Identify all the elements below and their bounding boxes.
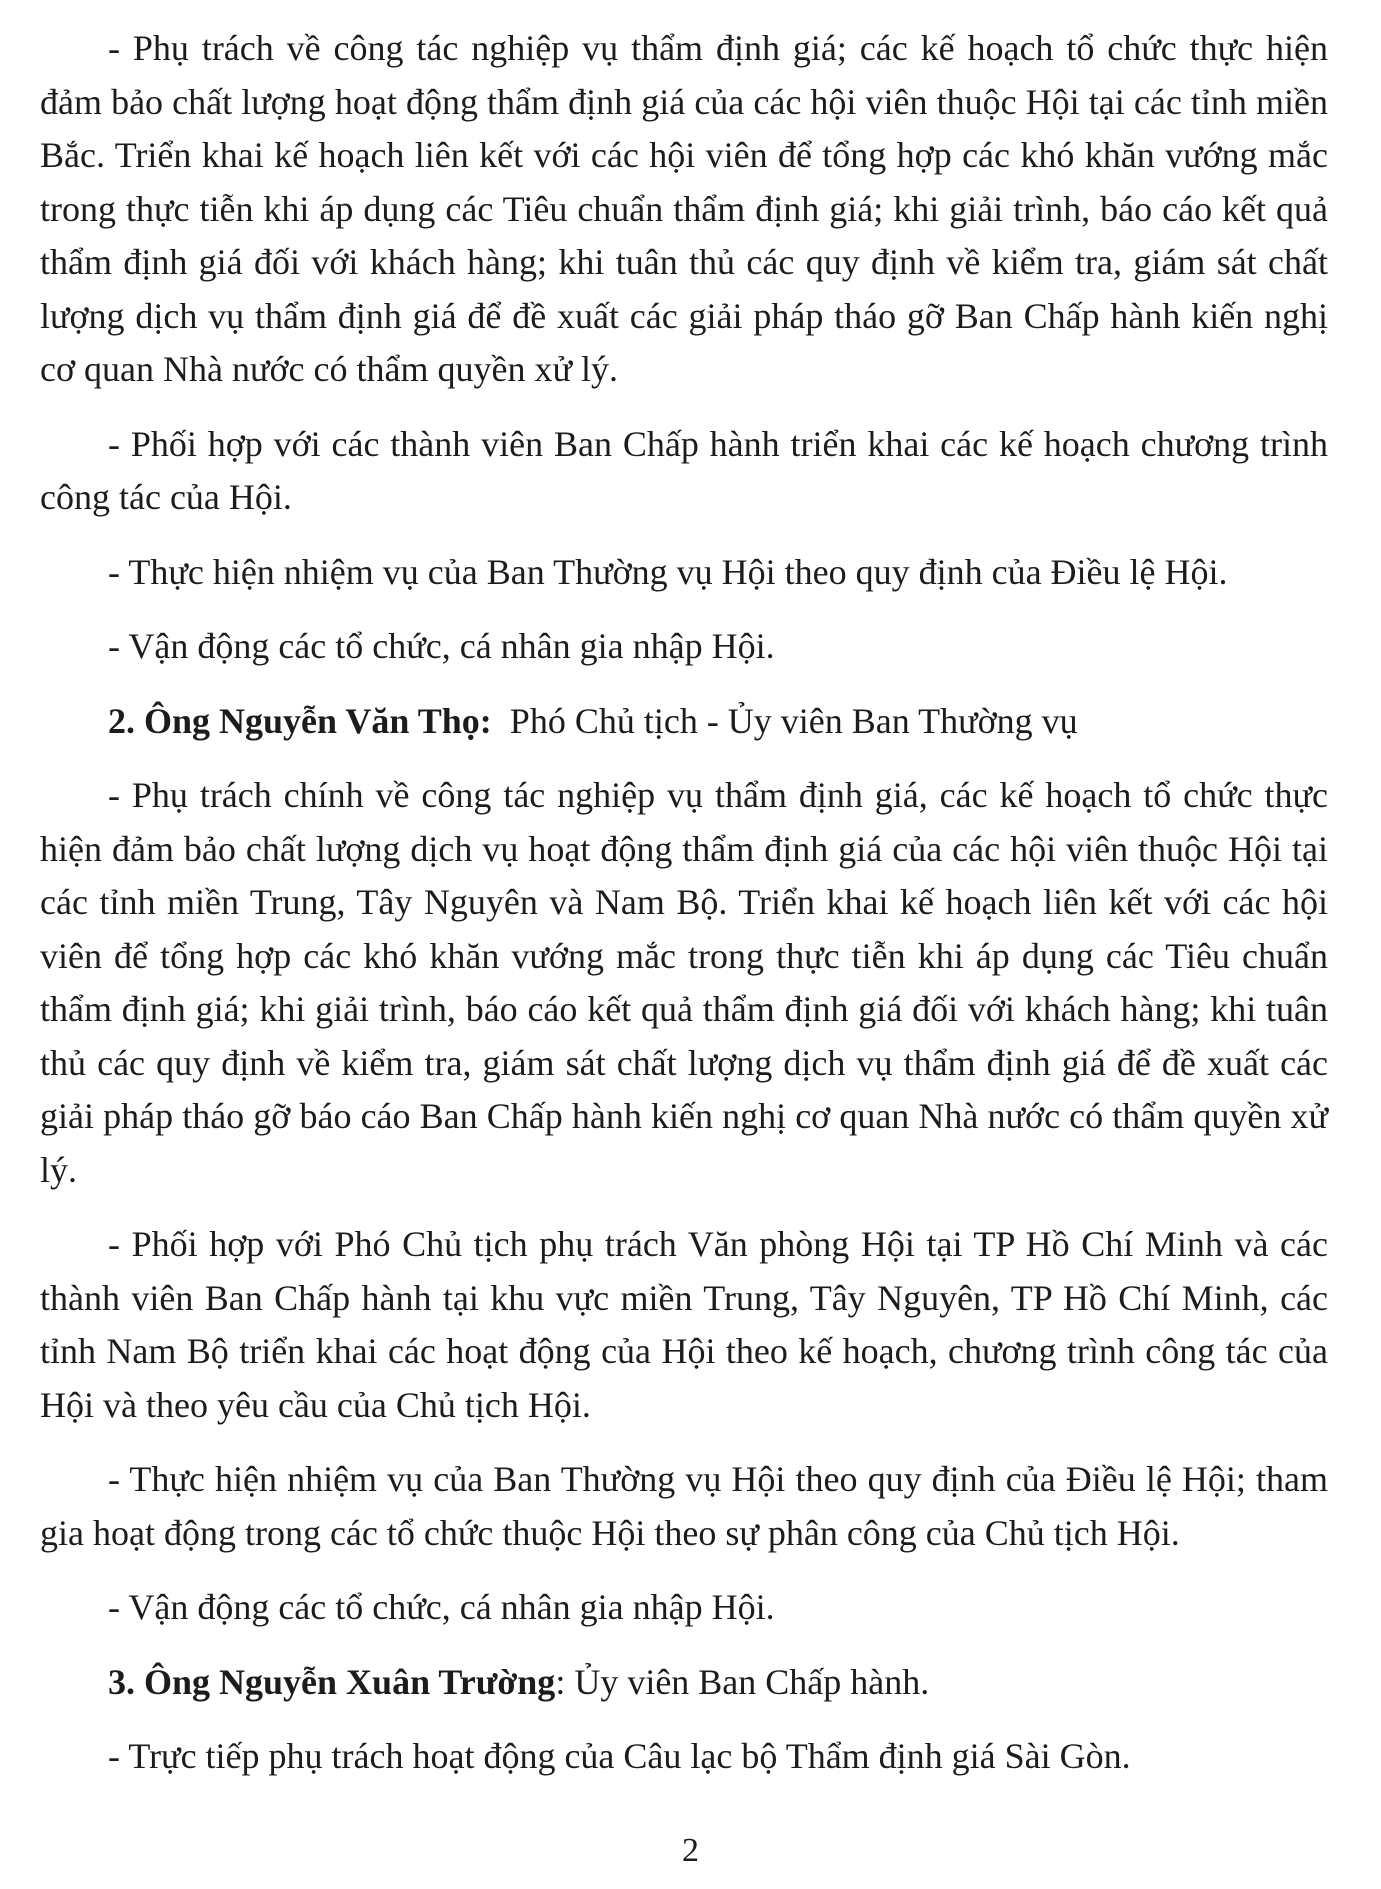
section-3-heading — [40, 1656, 1328, 1710]
section-3-heading-role: : Ủy viên Ban Chấp hành. — [555, 1661, 930, 1702]
paragraph: - Phối hợp với các thành viên Ban Chấp hành triển khai các kế hoạch chương trình công tác của Hội. — [40, 423, 1328, 517]
paragraph: - Vận động các tổ chức, cá nhân gia nhập Hội. — [108, 1587, 775, 1627]
paragraph: - Trực tiếp phụ trách hoạt động của Câu lạc bộ Thẩm định giá Sài Gòn. — [108, 1736, 1131, 1776]
paragraph: - Phối hợp với Phó Chủ tịch phụ trách Văn phòng Hội tại TP Hồ Chí Minh và các thành viên Ban Chấp hành tại khu vực miền Trung, Tây Nguyên, TP Hồ Chí Minh, các tỉnh Nam Bộ triển khai các hoạt động của Hội theo kế hoạch, chương trình công tác của Hội và theo yêu cầu của Chủ tịch Hội. — [40, 1224, 1328, 1425]
document-page — [40, 22, 1328, 1784]
section-2-heading-name: 2. Ông Nguyễn Văn Thọ: — [108, 700, 492, 741]
paragraph: - Phụ trách về công tác nghiệp vụ thẩm định giá; các kế hoạch tổ chức thực hiện đảm bảo chất lượng hoạt động thẩm định giá của các hội viên thuộc Hội tại các tỉnh miền Bắc. Triển khai kế hoạch liên kết với các hội viên để tổng hợp các khó khăn vướng mắc trong thực tiễn khi áp dụng các Tiêu chuẩn thẩm định giá; khi giải trình, báo cáo kết quả thẩm định giá đối với khách hàng; khi tuân thủ các quy định về kiểm tra, giám sát chất lượng dịch vụ thẩm định giá để đề xuất các giải pháp tháo gỡ Ban Chấp hành kiến nghị cơ quan Nhà nước có thẩm quyền xử lý. — [40, 28, 1328, 389]
paragraph: - Thực hiện nhiệm vụ của Ban Thường vụ Hội theo quy định của Điều lệ Hội; tham gia hoạt động trong các tổ chức thuộc Hội theo sự phân công của Chủ tịch Hội. — [40, 1459, 1328, 1553]
section-3-heading-name: 3. Ông Nguyễn Xuân Trường — [108, 1661, 556, 1702]
section-2-heading-role: Phó Chủ tịch - Ủy viên Ban Thường vụ — [509, 700, 1078, 741]
page-number: 2 — [682, 1832, 699, 1869]
section-2-heading — [40, 695, 1328, 749]
paragraph: - Thực hiện nhiệm vụ của Ban Thường vụ Hội theo quy định của Điều lệ Hội. — [108, 551, 1228, 592]
paragraph: - Vận động các tổ chức, cá nhân gia nhập Hội. — [108, 626, 775, 666]
paragraph: - Phụ trách chính về công tác nghiệp vụ thẩm định giá, các kế hoạch tổ chức thực hiện đảm bảo chất lượng dịch vụ hoạt động thẩm định giá của các hội viên thuộc Hội tại các tỉnh miền Trung, Tây Nguyên và Nam Bộ. Triển khai kế hoạch liên kết với các hội viên để tổng hợp các khó khăn vướng mắc trong thực tiễn khi áp dụng các Tiêu chuẩn thẩm định giá; khi giải trình, báo cáo kết quả thẩm định giá đối với khách hàng; khi tuân thủ các quy định về kiểm tra, giám sát chất lượng dịch vụ thẩm định giá để đề xuất các giải pháp tháo gỡ báo cáo Ban Chấp hành kiến nghị cơ quan Nhà nước có thẩm quyền xử lý. — [40, 775, 1328, 1190]
